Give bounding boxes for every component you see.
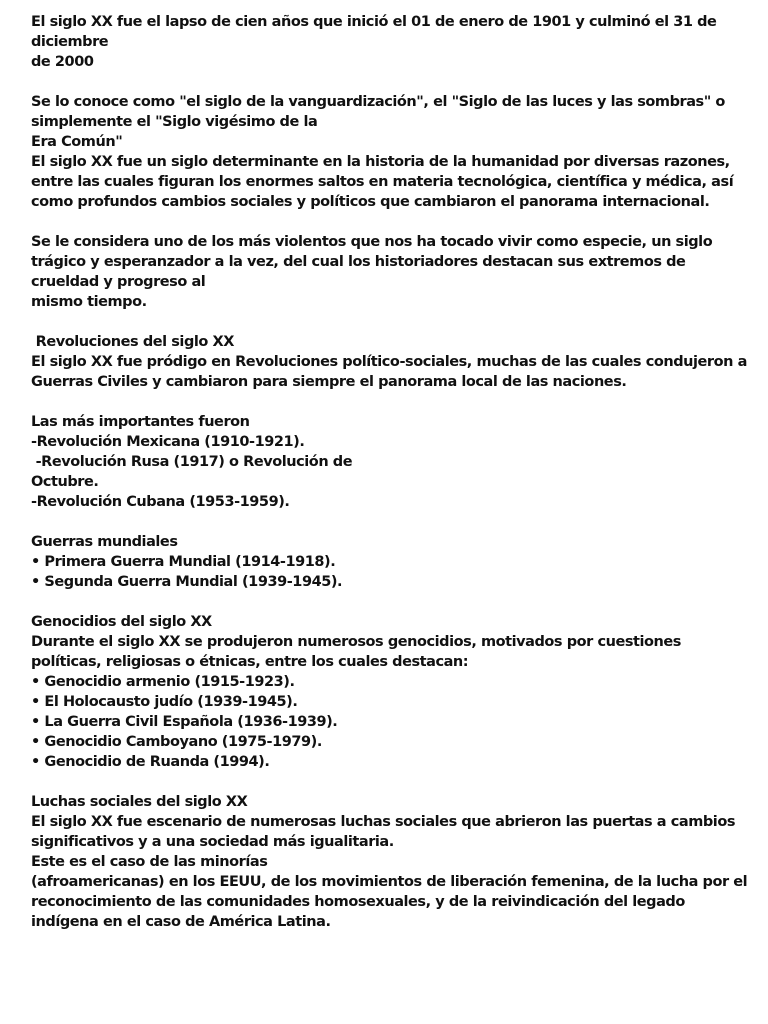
document-body: [31, 12, 765, 932]
list-item: -Revolución Mexicana (1910-1921).: [31, 434, 305, 450]
text-line: El siglo XX fue un siglo determinante en la historia de la humanidad por diversas razones,: [31, 154, 730, 170]
text-line: diciembre: [31, 34, 109, 50]
list-item: • Genocidio de Ruanda (1994).: [31, 754, 270, 770]
text-line: El siglo XX fue escenario de numerosas luchas sociales que abrieron las puertas a cambios: [31, 814, 736, 830]
list-item: -Revolución Rusa (1917) o Revolución de: [31, 454, 353, 470]
list-item: • Segunda Guerra Mundial (1939-1945).: [31, 574, 343, 590]
text-line: simplemente el "Siglo vigésimo de la: [31, 114, 318, 130]
list-item: • Genocidio armenio (1915-1923).: [31, 674, 295, 690]
text-line: Guerras Civiles y cambiaron para siempre el panorama local de las naciones.: [31, 374, 627, 390]
paragraph-spacer: [31, 212, 765, 232]
text-line: Se le considera uno de los más violentos que nos ha tocado vivir como especie, un siglo: [31, 234, 713, 250]
text-line: Durante el siglo XX se produjeron numerosos genocidios, motivados por cuestiones: [31, 634, 681, 650]
text-line: reconocimiento de las comunidades homosexuales, y de la reivindicación del legado: [31, 894, 685, 910]
text-line: significativos y a una sociedad más igualitaria.: [31, 834, 394, 850]
list-item-continuation: Octubre.: [31, 474, 99, 490]
list-item: -Revolución Cubana (1953-1959).: [31, 494, 290, 510]
text-line: entre las cuales figuran los enormes saltos en materia tecnológica, científica y médica, así: [31, 174, 734, 190]
text-line: mismo tiempo.: [31, 294, 147, 310]
list-item: • La Guerra Civil Española (1936-1939).: [31, 714, 338, 730]
text-line: de 2000: [31, 54, 94, 70]
text-line: Este es el caso de las minorías: [31, 854, 268, 870]
section-heading-revoluciones: Revoluciones del siglo XX: [31, 334, 234, 350]
text-line: políticas, religiosas o étnicas, entre los cuales destacan:: [31, 654, 469, 670]
section-heading-guerras: Guerras mundiales: [31, 534, 178, 550]
list-heading: Las más importantes fueron: [31, 414, 250, 430]
list-item: • El Holocausto judío (1939-1945).: [31, 694, 298, 710]
text-line: indígena en el caso de América Latina.: [31, 914, 331, 930]
text-line: trágico y esperanzador a la vez, del cual los historiadores destacan sus extremos de: [31, 254, 686, 270]
paragraph-spacer: [31, 72, 765, 92]
text-line: Se lo conoce como "el siglo de la vanguardización", el "Siglo de las luces y las sombras" o: [31, 94, 725, 110]
text-line: El siglo XX fue pródigo en Revoluciones político-sociales, muchas de las cuales condujeron a: [31, 354, 747, 370]
paragraph-spacer: [31, 392, 765, 412]
paragraph-spacer: [31, 592, 765, 612]
text-line: crueldad y progreso al: [31, 274, 206, 290]
paragraph-spacer: [31, 312, 765, 332]
section-heading-luchas: Luchas sociales del siglo XX: [31, 794, 248, 810]
paragraph-spacer: [31, 772, 765, 792]
text-line: como profundos cambios sociales y políticos que cambiaron el panorama internacional.: [31, 194, 710, 210]
text-line: Era Común": [31, 134, 123, 150]
list-item: • Primera Guerra Mundial (1914-1918).: [31, 554, 336, 570]
paragraph-spacer: [31, 512, 765, 532]
section-heading-genocidios: Genocidios del siglo XX: [31, 614, 212, 630]
list-item: • Genocidio Camboyano (1975-1979).: [31, 734, 322, 750]
text-line: (afroamericanas) en los EEUU, de los movimientos de liberación femenina, de la lucha por el: [31, 874, 748, 890]
text-line: El siglo XX fue el lapso de cien años que inició el 01 de enero de 1901 y culminó el 31 de: [31, 14, 717, 30]
